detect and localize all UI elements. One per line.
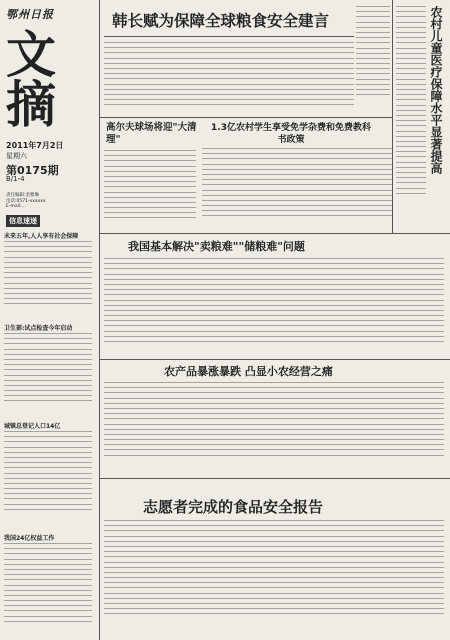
- masthead: [0, 0, 100, 209]
- headline-rule: [104, 36, 354, 37]
- info-item-body: [4, 333, 92, 415]
- article-headline: 韩长赋为保障全球粮食安全建言: [112, 12, 330, 30]
- article-headline: 农产品暴涨暴跌 凸显小农经营之痛: [164, 365, 333, 378]
- article-headline: 我国基本解决"卖粮难""储粮难"问题: [128, 240, 305, 253]
- masthead-big-title: 文摘: [6, 25, 56, 134]
- info-item-body: [4, 431, 92, 527]
- info-item-body: [4, 543, 92, 637]
- section-divider: [100, 478, 450, 479]
- info-item-title: 城镇总登记人口14亿: [4, 423, 61, 430]
- left-info-column: [0, 215, 96, 640]
- article-headline: 高尔夫球场将迎"大清理": [106, 122, 197, 146]
- issue-weekday: 星期六: [6, 152, 27, 160]
- article-body: [104, 42, 354, 114]
- section-divider: [100, 233, 450, 234]
- info-item-title: 未来五年,人人享有社会保障: [4, 233, 79, 240]
- right-article-body: [356, 6, 390, 114]
- right-vertical-headline: 农村儿童医疗保障水平显著提高: [429, 6, 443, 174]
- article-body: [104, 520, 444, 636]
- issue-pages: B/1-4: [6, 175, 25, 183]
- section-divider: [100, 117, 392, 118]
- paper-name: 鄂州日报: [6, 8, 54, 21]
- article-headline: 志愿者完成的食品安全报告: [143, 498, 324, 516]
- info-item-title: 我国24亿权益工作: [4, 535, 55, 542]
- article-body: [202, 148, 392, 230]
- info-item-title: 卫生部:试点检查今年启动: [4, 325, 73, 332]
- column-divider: [99, 0, 100, 640]
- right-article-body: [396, 6, 426, 228]
- staff-editor: 责任编辑:金雅琳: [6, 193, 40, 198]
- article-body: [104, 382, 444, 474]
- staff-email: E-mail:...: [6, 204, 26, 209]
- column-divider: [392, 0, 393, 233]
- section-label: 信息速递: [6, 215, 40, 227]
- article-body: [104, 150, 196, 230]
- info-item-body: [4, 241, 92, 317]
- staff-phone: 电话:0571-xxxxxx: [6, 199, 46, 204]
- issue-date: 2011年7月2日: [6, 141, 64, 150]
- article-headline: 1.3亿农村学生享受免学杂费和免费教科书政策: [211, 123, 371, 146]
- issue-number: 第0175期: [6, 164, 59, 177]
- article-body: [104, 258, 444, 358]
- section-divider: [100, 359, 450, 360]
